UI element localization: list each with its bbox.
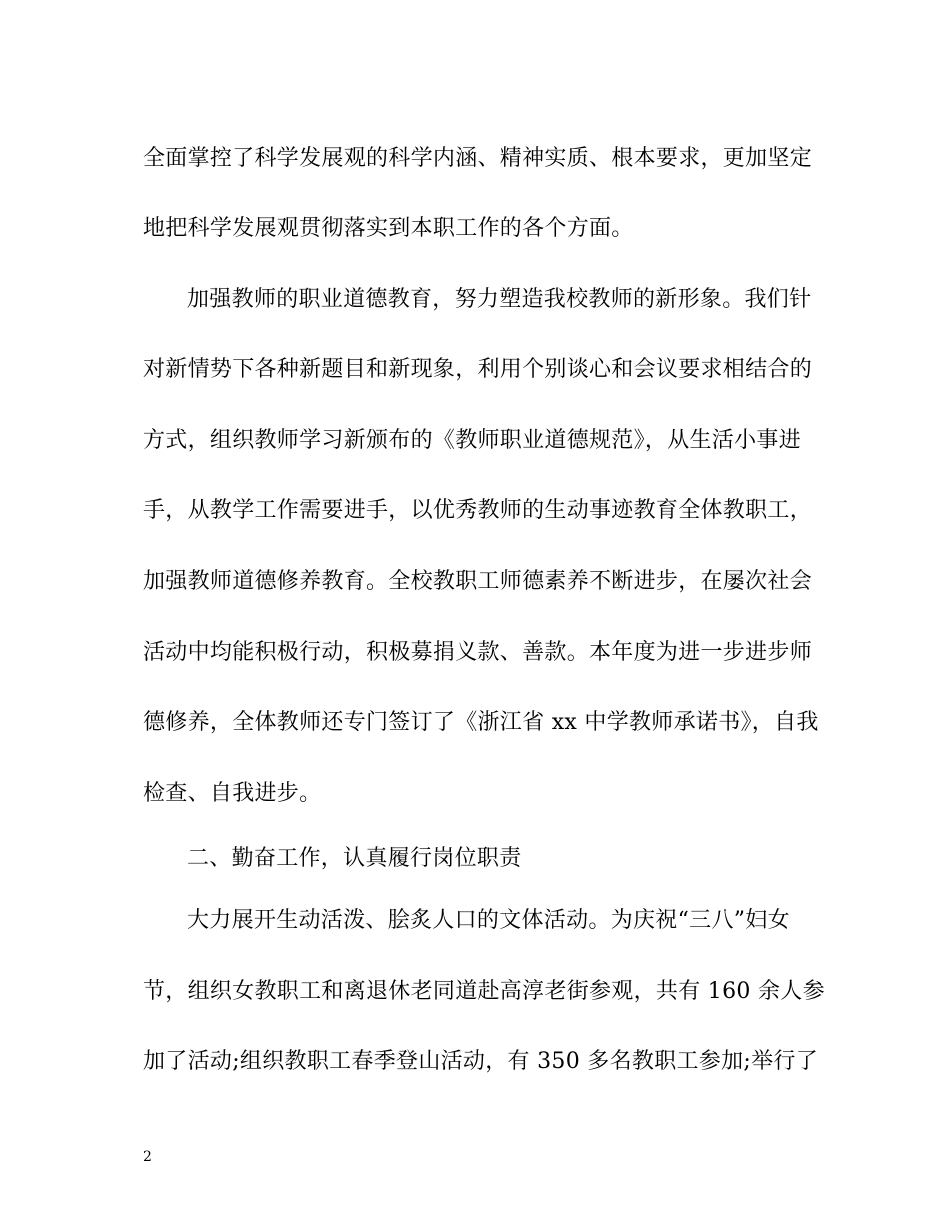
text-line: 节，组织女教职工和离退休老同道赴高淳老街参观，共有 160 余人参: [143, 979, 825, 1004]
text-line: 活动中均能积极行动，积极募捐义款、善款。本年度为进一步进步师: [143, 640, 813, 665]
text-line: 检查、自我进步。: [143, 781, 322, 806]
text-line: 手，从教学工作需要进手，以优秀教师的生动事迹教育全体教职工，: [143, 498, 813, 523]
paragraph-first-line: 大力展开生动活泼、脍炙人口的文体活动。为庆祝“三八”妇女: [187, 908, 790, 933]
section-heading: 二、勤奋工作，认真履行岗位职责: [187, 846, 522, 871]
text-line: 对新情势下各种新题目和新现象，利用个别谈心和会议要求相结合的: [143, 357, 813, 382]
paragraph-first-line: 加强教师的职业道德教育，努力塑造我校教师的新形象。我们针: [187, 287, 812, 312]
text-line: 加强教师道德修养教育。全校教职工师德素养不断进步，在屡次社会: [143, 569, 813, 594]
page-number: 2: [143, 1149, 152, 1165]
text-line: 德修养，全体教师还专门签订了《浙江省 xx 中学教师承诺书》，自我: [143, 710, 819, 735]
text-line: 全面掌控了科学发展观的科学内涵、精神实质、根本要求，更加坚定: [143, 146, 813, 171]
text-line: 方式，组织教师学习新颁布的《教师职业道德规范》，从生活小事进: [143, 428, 802, 453]
text-line: 地把科学发展观贯彻落实到本职工作的各个方面。: [143, 216, 634, 241]
text-line: 加了活动;组织教职工春季登山活动，有 350 多名教职工参加;举行了: [143, 1049, 819, 1074]
